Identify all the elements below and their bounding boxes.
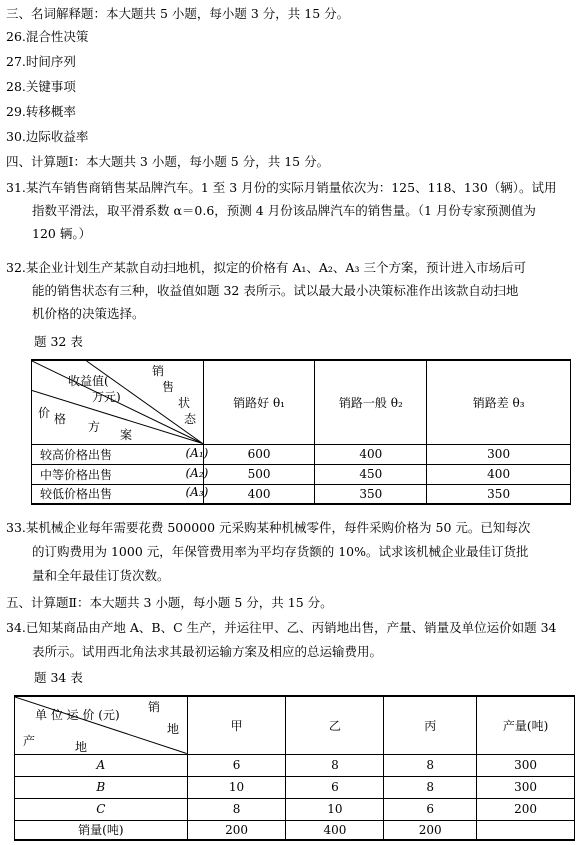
table-32-caption: 题 32 表: [34, 334, 83, 349]
section-4-heading: 四、计算题Ⅰ：本大题共 3 小题，每小题 5 分，共 15 分。: [6, 154, 330, 169]
table-row: [15, 776, 575, 798]
table-34-header-output: 产量(吨): [477, 696, 575, 754]
table-row: [15, 798, 575, 820]
q34-line-1: 34.已知某商品由产地 A、B、C 生产，并运往甲、乙、丙销地出售，产量、销量及单位运价如题 34: [6, 620, 557, 635]
table-32-header-normal: 销路一般 θ₂: [315, 360, 427, 444]
table-cell: 200: [384, 820, 477, 840]
corner-fang: 方: [88, 420, 101, 434]
row-label: B: [15, 776, 188, 798]
table-footer-row: [15, 820, 575, 840]
table-cell: 450: [315, 464, 427, 484]
term-30: 30.边际收益率: [6, 129, 89, 144]
row-code: (A₂): [185, 465, 209, 480]
table-32-header-row: [32, 360, 571, 444]
table-34-caption: 题 34 表: [34, 670, 83, 685]
table-34-header-jia: 甲: [187, 696, 286, 754]
table-cell: 500: [203, 464, 315, 484]
corner-zhuang: 状: [178, 396, 191, 410]
q31-line-3: 120 辆。）: [32, 226, 92, 241]
table-row: [32, 464, 571, 484]
row-label: 较低价格出售: [40, 487, 113, 502]
table-cell: 6: [384, 798, 477, 820]
row-label-cell: [32, 484, 209, 504]
corner-di: 地: [167, 722, 180, 736]
row-label: 中等价格出售: [40, 467, 113, 482]
table-cell: 8: [384, 776, 477, 798]
row-code: (A₁): [185, 445, 209, 460]
table-row: [32, 484, 571, 504]
corner-an: 案: [120, 428, 133, 442]
table-32-header-poor: 销路差 θ₃: [427, 360, 571, 444]
table-cell: 400: [203, 484, 315, 504]
corner-ge: 格: [54, 412, 67, 426]
corner-di2: 地: [75, 740, 88, 754]
q32-line-1: 32.某企业计划生产某款自动扫地机，拟定的价格有 A₁、A₂、A₃ 三个方案，预计进入市场后可: [6, 260, 526, 275]
term-29: 29.转移概率: [6, 104, 76, 119]
q31-line-1: 31.某汽车销售商销售某品牌汽车。1 至 3 月份的实际月销量依次为：125、118、130（辆）。试用: [6, 180, 557, 195]
table-34-corner-cell: [15, 696, 188, 754]
section-3-heading: 三、名词解释题：本大题共 5 小题，每小题 3 分，共 15 分。: [6, 6, 350, 21]
q32-line-2: 能的销售状态有三种，收益值如题 32 表所示。试以最大最小决策标准作出该款自动扫地: [32, 283, 519, 298]
table-cell-empty: [477, 820, 575, 840]
table-34-header-bing: 丙: [384, 696, 477, 754]
table-cell: 8: [187, 798, 286, 820]
corner-diagonal-lines: [15, 697, 187, 754]
table-cell: 8: [286, 754, 384, 776]
q33-line-1: 33.某机械企业每年需要花费 500000 元采购某种机械零件，每件采购价格为 50 元。已知每次: [6, 520, 531, 535]
q33-line-3: 量和全年最佳订货次数。: [32, 568, 170, 583]
table-cell: 8: [384, 754, 477, 776]
corner-shouyi: 收益值(: [68, 374, 109, 388]
table-cell: 350: [315, 484, 427, 504]
table-34-header-yi: 乙: [286, 696, 384, 754]
row-label-cell: [32, 464, 209, 484]
table-cell: 10: [187, 776, 286, 798]
table-cell: 300: [477, 776, 575, 798]
table-34-header-row: [15, 696, 575, 754]
corner-xiao: 销: [148, 700, 161, 714]
q32-line-3: 机价格的决策选择。: [32, 306, 145, 321]
table-32-header-good: 销路好 θ₁: [203, 360, 315, 444]
row-label: A: [15, 754, 188, 776]
table-32-corner-cell: [32, 360, 204, 444]
table-cell: 10: [286, 798, 384, 820]
row-code: (A₃): [185, 485, 209, 500]
row-label: C: [15, 798, 188, 820]
table-cell: 6: [187, 754, 286, 776]
table-cell: 6: [286, 776, 384, 798]
table-cell: 350: [427, 484, 571, 504]
q33-line-2: 的订购费用为 1000 元，年保管费用率为平均存货额的 10%。试求该机械企业最佳订货批: [32, 544, 529, 559]
corner-xiao: 销: [152, 364, 165, 378]
q34-line-2: 表所示。试用西北角法求其最初运输方案及相应的总运输费用。: [32, 644, 383, 659]
table-cell: 300: [477, 754, 575, 776]
footer-label: 销量(吨): [15, 820, 188, 840]
corner-chan: 产: [23, 734, 36, 748]
corner-jia: 价: [38, 406, 51, 420]
corner-wanyuan: 万元): [92, 390, 121, 404]
table-row: [32, 444, 571, 464]
term-26: 26.混合性决策: [6, 29, 89, 44]
table-cell: 200: [187, 820, 286, 840]
corner-tai: 态: [184, 412, 197, 426]
q31-line-2: 指数平滑法，取平滑系数 α＝0.6，预测 4 月份该品牌汽车的销售量。（1 月份专家预测值为: [32, 203, 536, 218]
table-34: [14, 695, 575, 841]
table-cell: 400: [315, 444, 427, 464]
table-32: [31, 359, 571, 505]
corner-shou: 售: [162, 380, 175, 394]
term-27: 27.时间序列: [6, 54, 76, 69]
table-cell: 600: [203, 444, 315, 464]
table-cell: 400: [427, 464, 571, 484]
table-row: [15, 754, 575, 776]
table-cell: 300: [427, 444, 571, 464]
table-cell: 200: [477, 798, 575, 820]
corner-danwei: 单 位 运 价 (元): [35, 708, 120, 722]
section-5-heading: 五、计算题Ⅱ：本大题共 3 小题，每小题 5 分，共 15 分。: [6, 595, 333, 610]
row-label: 较高价格出售: [40, 447, 113, 462]
table-cell: 400: [286, 820, 384, 840]
term-28: 28.关键事项: [6, 79, 76, 94]
row-label-cell: [32, 444, 209, 464]
